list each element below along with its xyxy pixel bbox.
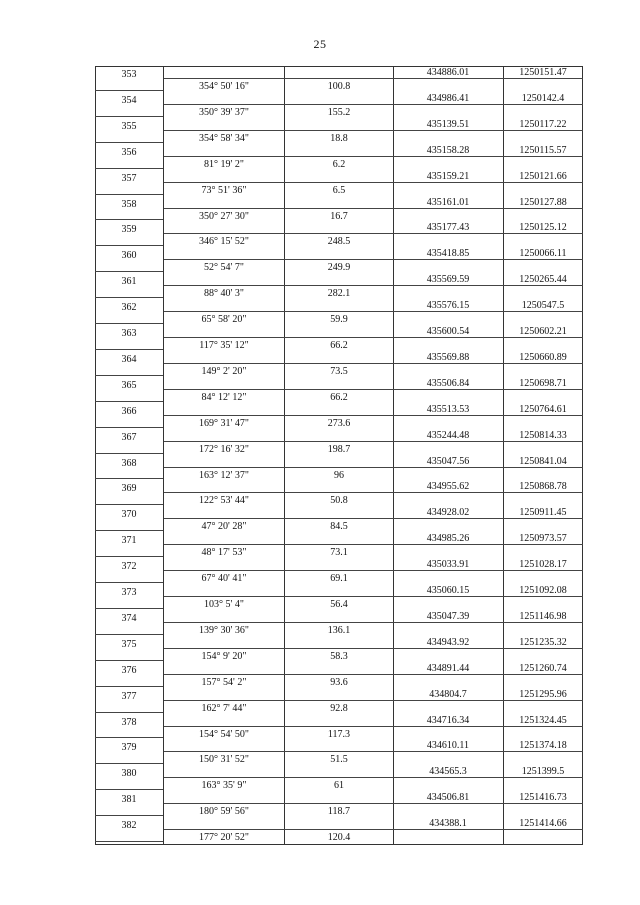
row-rule <box>95 219 163 220</box>
bearing-cell: 346° 15' 52" <box>199 236 249 248</box>
row-rule <box>393 156 583 157</box>
coordinate-y-cell: 1251295.96 <box>519 688 567 700</box>
row-rule <box>393 363 583 364</box>
distance-cell: 69.1 <box>330 573 348 585</box>
point-number-cell: 375 <box>121 638 137 650</box>
coordinate-x-cell: 435177.43 <box>426 222 470 234</box>
coordinate-y-cell: 1251414.66 <box>519 818 567 830</box>
point-number-cell: 371 <box>121 535 137 547</box>
bearing-cell: 47° 20' 28" <box>201 521 247 533</box>
row-rule <box>393 726 583 727</box>
coordinate-x-cell: 434565.3 <box>429 766 467 778</box>
row-rule <box>164 208 393 209</box>
distance-cell: 50.8 <box>330 495 348 507</box>
row-rule <box>393 751 583 752</box>
coordinate-x-cell: 434943.92 <box>426 636 470 648</box>
coordinate-x-cell: 435033.91 <box>426 559 470 571</box>
coordinate-x-cell: 434610.11 <box>426 740 470 752</box>
point-number-cell: 355 <box>121 120 137 132</box>
distance-cell: 155.2 <box>327 106 351 118</box>
row-rule <box>164 674 393 675</box>
point-number-cell: 365 <box>121 379 137 391</box>
coordinate-y-cell: 1250265.44 <box>519 274 567 286</box>
row-rule <box>164 363 393 364</box>
coordinate-x-cell: 435159.21 <box>426 170 470 182</box>
coordinate-x-cell: 434506.81 <box>426 792 470 804</box>
row-rule <box>164 492 393 493</box>
row-rule <box>95 634 163 635</box>
distance-cell: 84.5 <box>330 521 348 533</box>
point-number-cell: 370 <box>121 509 137 521</box>
coordinate-x-cell: 435569.59 <box>426 274 470 286</box>
row-rule <box>95 271 163 272</box>
distance-cell: 282.1 <box>327 288 351 300</box>
distance-cell: 120.4 <box>327 832 351 844</box>
coordinate-x-cell: 434388.1 <box>429 818 467 830</box>
distance-cell: 92.8 <box>330 702 348 714</box>
point-number-cell: 379 <box>121 742 137 754</box>
row-rule <box>95 116 163 117</box>
row-rule <box>95 142 163 143</box>
distance-cell: 51.5 <box>330 754 348 766</box>
point-number-cell: 378 <box>121 716 137 728</box>
row-rule <box>164 441 393 442</box>
point-number-cell: 354 <box>121 94 137 106</box>
point-number-cell: 376 <box>121 664 137 676</box>
point-number-cell: 366 <box>121 405 137 417</box>
row-rule <box>393 311 583 312</box>
bearing-cell: 169° 31' 47" <box>199 417 249 429</box>
point-number-cell: 361 <box>121 276 137 288</box>
row-rule <box>164 78 393 79</box>
row-rule <box>95 712 163 713</box>
coordinate-y-cell: 1250121.66 <box>519 170 567 182</box>
point-number-cell: 380 <box>121 768 137 780</box>
coordinate-x-cell: 435060.15 <box>426 585 470 596</box>
bearing-cell: 73° 51' 36" <box>201 184 247 196</box>
row-rule <box>95 427 163 428</box>
row-rule <box>95 90 163 91</box>
coordinate-y-cell: 1251092.08 <box>519 585 567 596</box>
row-rule <box>95 245 163 246</box>
point-number-cell: 369 <box>121 483 137 495</box>
point-number-cell: 358 <box>121 198 137 210</box>
coordinate-y-cell: 1250127.88 <box>519 196 567 208</box>
row-rule <box>95 375 163 376</box>
distance-cell: 61 <box>334 780 344 792</box>
bearing-cell: 139° 30' 36" <box>199 624 249 636</box>
row-rule <box>164 259 393 260</box>
row-rule <box>393 182 583 183</box>
row-rule <box>393 208 583 209</box>
bearing-cell: 122° 53' 44" <box>199 495 249 507</box>
row-rule <box>164 596 393 597</box>
row-rule <box>393 803 583 804</box>
point-number-cell: 360 <box>121 250 137 262</box>
row-rule <box>95 168 163 169</box>
coordinate-x-cell: 434986.41 <box>426 92 470 104</box>
coordinate-y-cell: 1250814.33 <box>519 429 567 441</box>
distance-cell: 93.6 <box>330 676 348 688</box>
row-rule <box>164 544 393 545</box>
coordinate-x-cell: 434955.62 <box>426 481 470 493</box>
point-number-cell: 362 <box>121 302 137 314</box>
row-rule <box>164 648 393 649</box>
row-rule <box>393 441 583 442</box>
point-number-cell: 374 <box>121 612 137 624</box>
row-rule <box>393 389 583 390</box>
coordinate-x-cell: 434886.01 <box>426 67 470 78</box>
survey-table <box>95 66 583 845</box>
distance-cell: 6.2 <box>332 158 346 170</box>
bearing-cell: 88° 40' 3" <box>204 288 244 300</box>
row-rule <box>164 233 393 234</box>
row-rule <box>393 777 583 778</box>
point-number-cell: 356 <box>121 146 137 158</box>
bearing-cell: 354° 50' 16" <box>199 81 249 92</box>
point-number-cell: 382 <box>121 820 137 832</box>
row-rule <box>95 297 163 298</box>
coordinate-y-cell: 1251028.17 <box>519 559 567 571</box>
point-number-cell: 364 <box>121 353 137 365</box>
coordinate-y-cell: 1250764.61 <box>519 403 567 415</box>
row-rule <box>164 389 393 390</box>
row-rule <box>393 674 583 675</box>
row-rule <box>393 648 583 649</box>
row-rule <box>95 504 163 505</box>
coordinate-y-cell: 1251416.73 <box>519 792 567 804</box>
row-rule <box>393 285 583 286</box>
distance-cell: 273.6 <box>327 417 351 429</box>
distance-cell: 136.1 <box>327 624 351 636</box>
bearing-cell: 117° 35' 12" <box>199 340 249 351</box>
coordinate-y-cell: 1251399.5 <box>521 766 565 778</box>
coordinate-y-cell: 1250547.5 <box>521 300 565 312</box>
bearing-cell: 65° 58' 20" <box>201 314 247 326</box>
row-rule <box>95 478 163 479</box>
coordinate-y-cell: 1250868.78 <box>519 481 567 493</box>
point-number-cell: 353 <box>121 69 137 80</box>
coordinate-x-cell: 434985.26 <box>426 533 470 545</box>
distance-cell: 18.8 <box>330 132 348 144</box>
row-rule <box>393 104 583 105</box>
bearing-cell: 154° 9' 20" <box>201 650 247 662</box>
distance-cell: 117.3 <box>327 728 351 740</box>
distance-cell: 66.2 <box>330 340 348 351</box>
row-rule <box>164 130 393 131</box>
row-rule <box>393 233 583 234</box>
coordinate-x-cell: 435158.28 <box>426 144 470 156</box>
bearing-cell: 350° 39' 37" <box>199 106 249 118</box>
row-rule <box>393 518 583 519</box>
point-number-cell: 359 <box>121 224 137 236</box>
coordinate-x-cell: 435161.01 <box>426 196 470 208</box>
row-rule <box>95 556 163 557</box>
row-rule <box>393 130 583 131</box>
coordinate-x-cell: 435244.48 <box>426 429 470 441</box>
bearing-cell: 163° 12' 37" <box>199 469 249 481</box>
bearing-cell: 163° 35' 9" <box>201 780 247 792</box>
point-number-cell: 363 <box>121 328 137 339</box>
coordinate-y-cell: 1250142.4 <box>521 92 565 104</box>
row-rule <box>164 700 393 701</box>
row-rule <box>164 751 393 752</box>
coordinate-y-cell: 1251146.98 <box>519 610 567 622</box>
coordinate-x-cell: 435513.53 <box>426 403 470 415</box>
row-rule <box>164 829 393 830</box>
bearing-cell: 150° 31' 52" <box>199 754 249 766</box>
row-rule <box>393 492 583 493</box>
row-rule <box>95 323 163 324</box>
coordinate-y-cell: 1251324.45 <box>519 714 567 726</box>
coordinate-y-cell: 1250602.21 <box>519 326 567 337</box>
row-rule <box>164 777 393 778</box>
coordinate-y-cell: 1251235.32 <box>519 636 567 648</box>
row-rule <box>164 156 393 157</box>
coordinate-y-cell: 1250698.71 <box>519 377 567 389</box>
coordinate-y-cell: 1250973.57 <box>519 533 567 545</box>
coordinate-y-cell: 1250066.11 <box>519 248 567 260</box>
coordinate-y-cell: 1251260.74 <box>519 662 567 674</box>
bearing-cell: 157° 54' 2" <box>201 676 247 688</box>
coordinate-x-cell: 435418.85 <box>426 248 470 260</box>
coordinate-x-cell: 435576.15 <box>426 300 470 312</box>
row-rule <box>393 700 583 701</box>
coordinate-y-cell: 1250125.12 <box>519 222 567 234</box>
row-rule <box>164 104 393 105</box>
bearing-cell: 177° 20' 52" <box>199 832 249 844</box>
distance-cell: 58.3 <box>330 650 348 662</box>
distance-cell: 248.5 <box>327 236 351 248</box>
row-rule <box>95 194 163 195</box>
bearing-cell: 48° 17' 53" <box>201 547 247 559</box>
row-rule <box>95 401 163 402</box>
distance-cell: 16.7 <box>330 210 348 222</box>
coordinate-x-cell: 435569.88 <box>426 351 470 363</box>
distance-cell: 118.7 <box>327 806 351 818</box>
bearing-cell: 162° 7' 44" <box>201 702 247 714</box>
point-number-cell: 373 <box>121 587 137 598</box>
distance-cell: 73.1 <box>330 547 348 559</box>
distance-cell: 6.5 <box>332 184 346 196</box>
row-rule <box>164 518 393 519</box>
coordinate-y-cell: 1250911.45 <box>519 507 567 519</box>
point-number-cell: 377 <box>121 690 137 702</box>
bearing-cell: 103° 5' 4" <box>204 599 244 610</box>
row-rule <box>95 582 163 583</box>
distance-cell: 59.9 <box>330 314 348 326</box>
distance-cell: 66.2 <box>330 391 348 403</box>
row-rule <box>393 544 583 545</box>
point-number-cell: 372 <box>121 561 137 573</box>
coordinate-y-cell: 1251374.18 <box>519 740 567 752</box>
row-rule <box>95 453 163 454</box>
row-rule <box>95 841 163 842</box>
row-rule <box>164 285 393 286</box>
row-rule <box>95 349 163 350</box>
row-rule <box>164 803 393 804</box>
row-rule <box>393 337 583 338</box>
row-rule <box>164 622 393 623</box>
distance-cell: 96 <box>334 469 344 481</box>
row-rule <box>393 467 583 468</box>
point-number-cell: 381 <box>121 794 137 806</box>
coordinate-y-cell: 1250115.57 <box>519 144 567 156</box>
row-rule <box>95 530 163 531</box>
bearing-cell: 81° 19' 2" <box>204 158 244 170</box>
row-rule <box>393 78 583 79</box>
distance-cell: 73.5 <box>330 365 348 377</box>
coordinate-x-cell: 434804.7 <box>429 688 467 700</box>
row-rule <box>164 182 393 183</box>
distance-cell: 56.4 <box>330 599 348 610</box>
bearing-cell: 354° 58' 34" <box>199 132 249 144</box>
row-rule <box>393 596 583 597</box>
row-rule <box>393 622 583 623</box>
bearing-cell: 180° 59' 56" <box>199 806 249 818</box>
coordinate-x-cell: 435047.39 <box>426 610 470 622</box>
coordinate-y-cell: 1250151.47 <box>519 67 567 78</box>
row-rule <box>164 311 393 312</box>
coordinate-x-cell: 435139.51 <box>426 118 470 130</box>
point-number-cell: 357 <box>121 172 137 184</box>
distance-cell: 198.7 <box>327 443 351 455</box>
row-rule <box>95 763 163 764</box>
row-rule <box>95 686 163 687</box>
point-number-cell: 367 <box>121 431 137 443</box>
row-rule <box>164 570 393 571</box>
row-rule <box>95 660 163 661</box>
coordinate-x-cell: 434928.02 <box>426 507 470 519</box>
bearing-cell: 350° 27' 30" <box>199 210 249 222</box>
row-rule <box>95 815 163 816</box>
bearing-cell: 154° 54' 50" <box>199 728 249 740</box>
distance-cell: 100.8 <box>327 81 351 92</box>
coordinate-x-cell: 434716.34 <box>426 714 470 726</box>
bearing-cell: 67° 40' 41" <box>201 573 247 585</box>
row-rule <box>164 415 393 416</box>
coordinate-y-cell: 1250660.89 <box>519 351 567 363</box>
row-rule <box>95 789 163 790</box>
bearing-cell: 172° 16' 32" <box>199 443 249 455</box>
point-number-cell: 368 <box>121 457 137 469</box>
row-rule <box>95 737 163 738</box>
row-rule <box>393 259 583 260</box>
coordinate-y-cell: 1250117.22 <box>519 118 567 130</box>
row-rule <box>164 726 393 727</box>
coordinate-x-cell: 435600.54 <box>426 326 470 337</box>
coordinate-y-cell: 1250841.04 <box>519 455 567 467</box>
bearing-cell: 149° 2' 20" <box>201 365 247 377</box>
bearing-cell: 84° 12' 12" <box>201 391 247 403</box>
coordinate-x-cell: 435506.84 <box>426 377 470 389</box>
distance-cell: 249.9 <box>327 262 351 274</box>
row-rule <box>164 337 393 338</box>
row-rule <box>164 467 393 468</box>
coordinate-x-cell: 434891.44 <box>426 662 470 674</box>
page-number: 25 <box>313 37 327 51</box>
row-rule <box>393 570 583 571</box>
row-rule <box>393 829 583 830</box>
coordinate-x-cell: 435047.56 <box>426 455 470 467</box>
row-rule <box>393 415 583 416</box>
bearing-cell: 52° 54' 7" <box>204 262 244 274</box>
row-rule <box>95 608 163 609</box>
